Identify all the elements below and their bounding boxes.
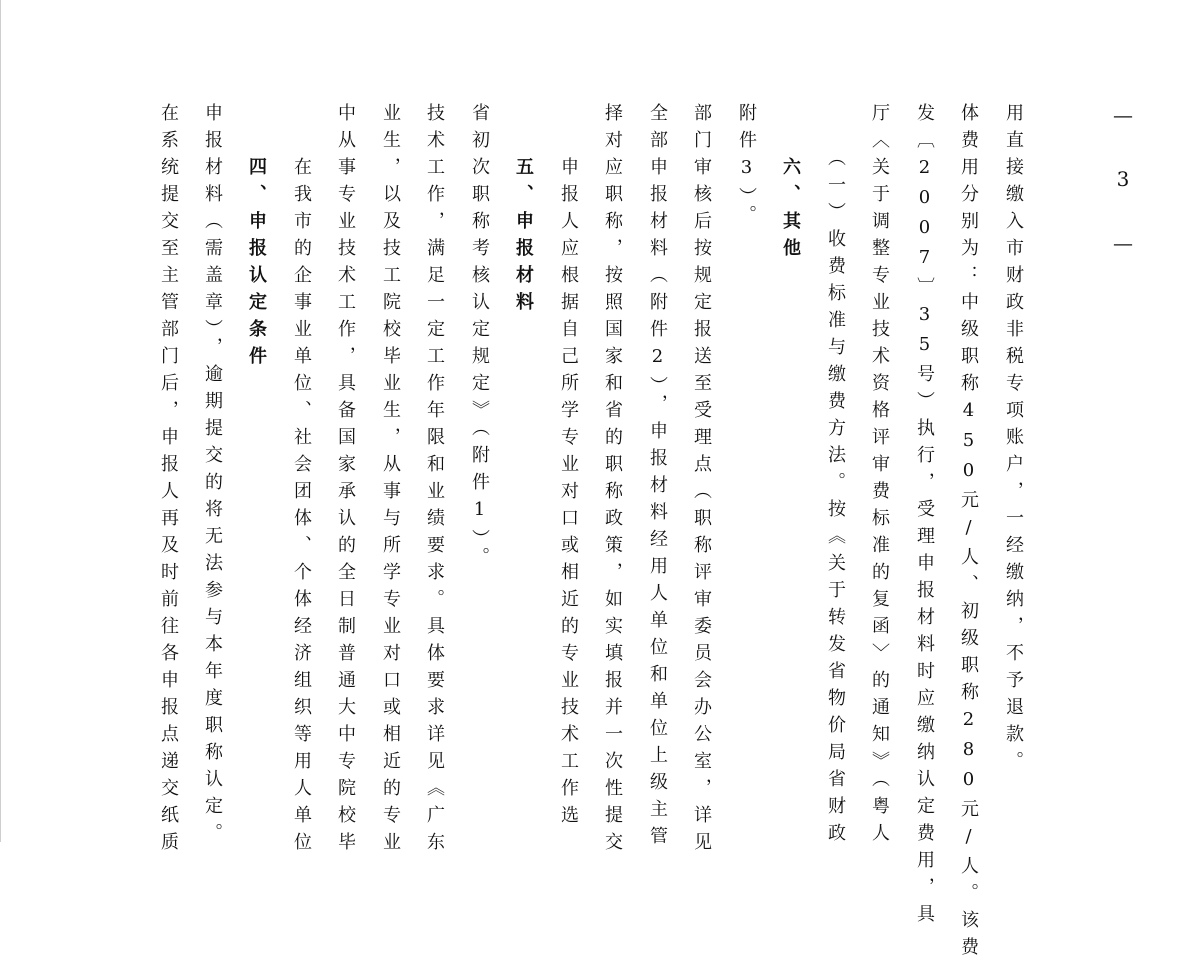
text-line: 厅〈关于调整专业技术资格评审费标准的复函〉的通知》（粤人 [869, 103, 890, 850]
text-line: 择对应职称，按照国家和省的职称政策，如实填报并一次性提交 [602, 103, 623, 859]
text-line: 发〔2007〕35号）执行，受理申报材料时应缴纳认定费用，具 [914, 103, 935, 931]
text-line: 在系统提交至主管部门后，申报人再及时前往各申报点递交纸质 [158, 103, 179, 859]
text-line: 申报人应根据自己所学专业对口或相近的专业技术工作选 [558, 103, 579, 832]
page-number: — 3 — [1111, 103, 1135, 263]
section-heading-5: 五、申报材料 [513, 103, 534, 319]
text-line: 全部申报材料（附件2），申报材料经用人单位和单位上级主管 [647, 103, 668, 853]
text-line: 省初次职称考核认定规定》（附件1）。 [469, 103, 490, 574]
section-heading-4: 四、申报认定条件 [246, 103, 267, 373]
text-line: 部门审核后按规定报送至受理点（职称评审委员会办公室，详见 [691, 103, 712, 859]
text-line: 体费用分别为：中级职称450元/人、初级职称280元/人。该费 [958, 103, 979, 964]
text-line: 申报材料（需盖章），逾期提交的将无法参与本年度职称认定。 [202, 103, 223, 850]
text-line: 技术工作，满足一定工作年限和业绩要求。具体要求详见《广东 [424, 103, 445, 859]
text-line: 中从事专业技术工作，具备国家承认的全日制普通大中专院校毕 [335, 103, 356, 859]
text-line: 在我市的企事业单位、社会团体、个体经济组织等用人单位 [291, 103, 312, 859]
text-line: 业生，以及技工院校毕业生，从事与所学专业对口或相近的专业 [380, 103, 401, 859]
text-line: 用直接缴入市财政非税专项账户，一经缴纳，不予退款。 [1003, 103, 1024, 778]
text-line: （一）收费标准与缴费方法。按《关于转发省物价局省财政 [825, 103, 846, 850]
section-heading-6: 六、其他 [780, 103, 801, 265]
text-line: 附件3）。 [736, 103, 757, 232]
